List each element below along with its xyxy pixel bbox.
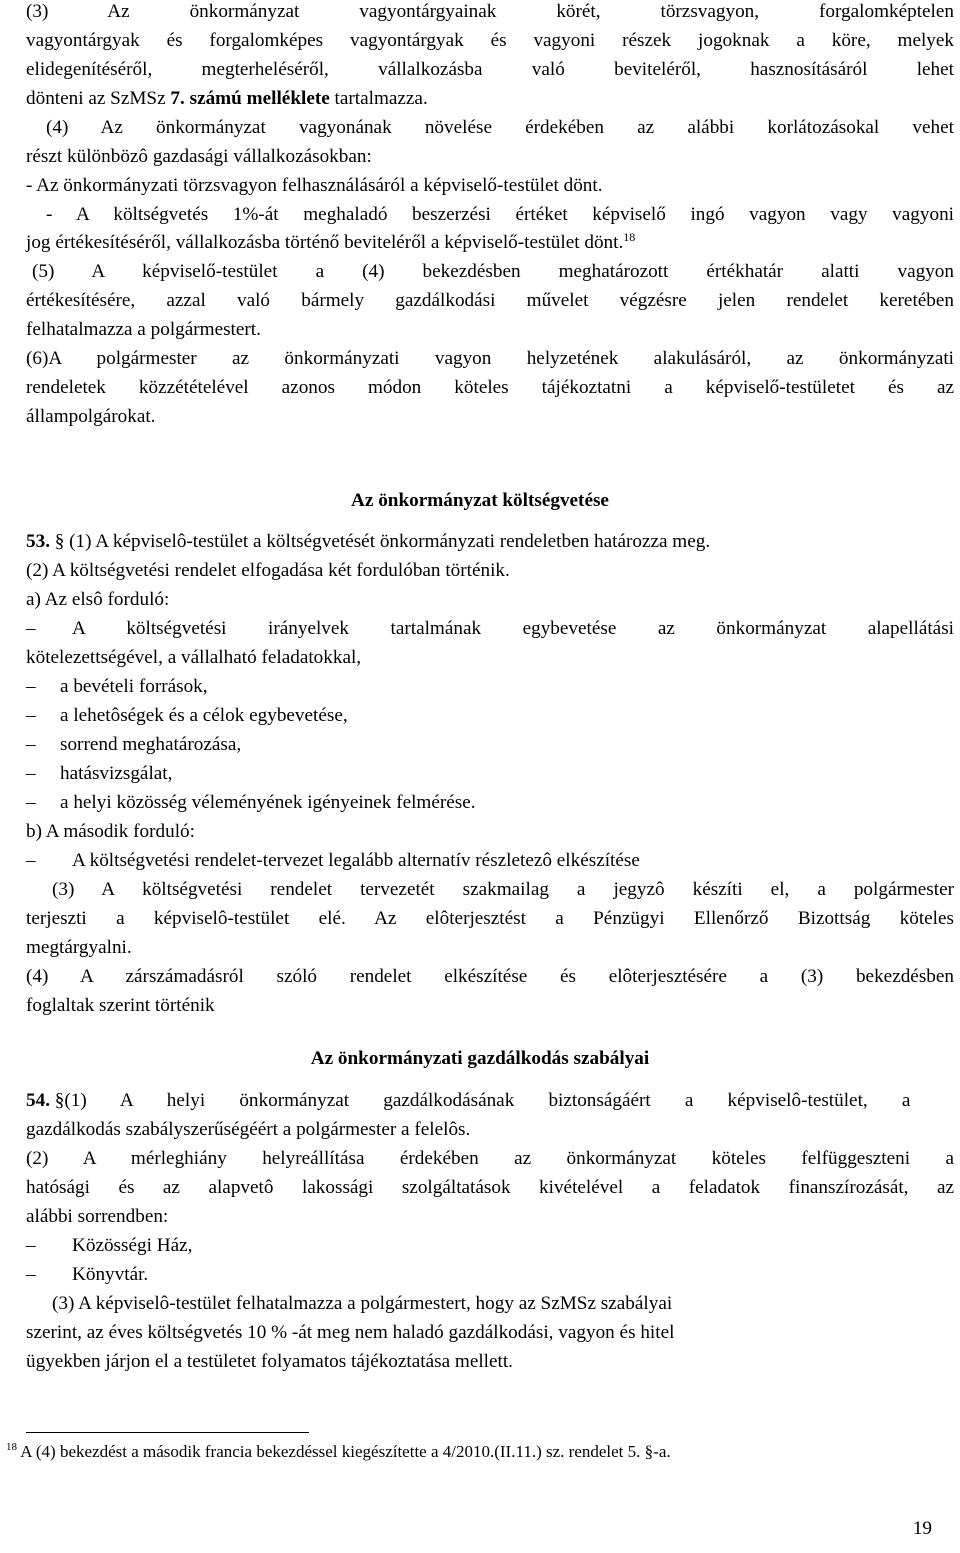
sec54-line-2: gazdálkodás szabályszerűségéért a polgármester a felelôs. xyxy=(26,1119,471,1140)
sec54-text: (1) A helyi önkormányzat gazdálkodásának biztonságáért a képviselô-testület, a xyxy=(64,1090,911,1111)
sec54-para-3-line-2: szerint, az éves költségvetés 10 % -át meg nem haladó gazdálkodási, vagyon és hitel xyxy=(26,1322,675,1343)
footnote xyxy=(6,1440,671,1464)
sec53-item-1-line-1 xyxy=(26,617,954,641)
sec54-item-1 xyxy=(26,1234,954,1258)
dash: – xyxy=(26,1235,36,1256)
sec54-item-1-text: Közösségi Ház, xyxy=(72,1235,193,1256)
section-sign: § xyxy=(54,1090,65,1111)
sec53-second-round: b) A második forduló: xyxy=(26,821,195,842)
sec54-para-3-line-1: (3) A képviselô-testület felhatalmazza a polgármestert, hogy az SzMSz szabályai xyxy=(52,1293,673,1314)
sec53-first-round: a) Az elsô forduló: xyxy=(26,589,170,610)
sec53-item-3 xyxy=(26,704,954,728)
sec53-item-3-text: a lehetôségek és a célok egybevetése, xyxy=(60,705,348,726)
sec53-item-6 xyxy=(26,791,954,815)
para-4-line-2: részt különbözô gazdasági vállalkozásokban: xyxy=(26,146,372,167)
sec54-para-2-line-3: alábbi sorrendben: xyxy=(26,1206,169,1227)
sec53-item-5 xyxy=(26,762,954,786)
footnote-tail: -a. xyxy=(653,1442,671,1461)
dash: – xyxy=(26,705,36,726)
dash: – xyxy=(26,763,36,784)
sec53-item-5-text: hatásvizsgálat, xyxy=(60,763,173,784)
footnote-mark: 18 xyxy=(6,1441,17,1453)
sec53-para-3-line-2: terjeszti a képviselô-testület elé. Az elôterjesztést a Pénzügyi Ellenőrző Bizottság köteles xyxy=(26,908,954,929)
footnote-ref: 18 xyxy=(623,230,636,244)
section-number: 53. xyxy=(26,531,50,552)
dash: – xyxy=(26,676,36,697)
dash: – xyxy=(26,1264,36,1285)
para-3-line-1: (3) Az önkormányzat vagyontárgyainak körét, törzsvagyon, forgalomképtelen xyxy=(26,1,954,22)
sec53-para-3-line-1: (3) A költségvetési rendelet tervezetét szakmailag a jegyzô készíti el, a polgármester xyxy=(52,879,954,900)
footnote-separator xyxy=(26,1432,309,1433)
sec53-para-4-line-1: (4) A zárszámadásról szóló rendelet elkészítése és elôterjesztésére a (3) bekezdésben xyxy=(26,966,954,987)
sec53-para-3-line-3: megtárgyalni. xyxy=(26,937,132,958)
sec53-line-1 xyxy=(26,530,954,554)
section-heading-management: Az önkormányzati gazdálkodás szabályai xyxy=(310,1048,650,1069)
para-6-line-1: (6)A polgármester az önkormányzati vagyon helyzetének alakulásáról, az önkormányzati xyxy=(26,348,954,369)
sec54-para-2-line-2: hatósági és az alapvetô lakossági szolgáltatások kivételével a feladatok finanszírozását, az xyxy=(26,1177,954,1198)
para-5-line-3: felhatalmazza a polgármestert. xyxy=(26,319,261,340)
dash: – xyxy=(26,850,36,871)
sec53-item-2 xyxy=(26,675,954,699)
sec54-item-2 xyxy=(26,1263,954,1287)
annex-reference: 7. számú melléklete xyxy=(170,88,330,109)
dash: – xyxy=(26,734,36,755)
dash: – xyxy=(26,618,36,639)
para-4-bullet-2-line-2 xyxy=(26,231,954,255)
sec53-second-round-text: A költségvetési rendelet-tervezet legalább alternatív részletezô elkészítése xyxy=(72,850,640,871)
sec53-item-2-text: a bevételi források, xyxy=(60,676,208,697)
section-sign: § xyxy=(54,531,65,552)
sec54-para-2-line-1: (2) A mérleghiány helyreállítása érdekében az önkormányzat köteles felfüggeszteni a xyxy=(26,1148,954,1169)
sec53-item-4-text: sorrend meghatározása, xyxy=(60,734,242,755)
sec53-second-round-item xyxy=(26,849,954,873)
para-5-line-2: értékesítésére, azzal való bármely gazdálkodási művelet végzésre jelen rendelet keretében xyxy=(26,290,954,311)
para-5-line-1: (5) A képviselő-testület a (4) bekezdésben meghatározott értékhatár alatti vagyon xyxy=(32,261,954,282)
sec53-item-4 xyxy=(26,733,954,757)
section-heading-budget: Az önkormányzat költségvetése xyxy=(351,490,609,511)
para-6-line-3: állampolgárokat. xyxy=(26,406,156,427)
para-4-bullet-2-text: jog értékesítéséről, vállalkozásba történő beviteléről a képviselő-testület dönt. xyxy=(26,232,624,253)
para-4-bullet-2-line-1: - A költségvetés 1%-át meghaladó beszerzési értéket képviselő ingó vagyon vagy vagyoni xyxy=(46,204,954,225)
page-number: 19 xyxy=(912,1518,932,1539)
footnote-section-sign: § xyxy=(644,1442,654,1461)
para-3-line-3: elidegenítéséről, megterheléséről, vállalkozásba való beviteléről, hasznosításáról lehet xyxy=(26,59,954,80)
sec53-item-6-text: a helyi közösség véleményének igényeinek felmérése. xyxy=(60,792,476,813)
sec53-line-2: (2) A költségvetési rendelet elfogadása két fordulóban történik. xyxy=(26,560,510,581)
sec53-item-1-text: A költségvetési irányelvek tartalmának egybevetése az önkormányzat alapellátási xyxy=(72,618,954,639)
sec53-para-4-line-2: foglaltak szerint történik xyxy=(26,995,215,1016)
para-4-bullet-1: - Az önkormányzati törzsvagyon felhasználásáról a képviselő-testület dönt. xyxy=(26,175,603,196)
dash: – xyxy=(26,792,36,813)
sec54-para-3-line-3: ügyekben járjon el a testületet folyamatos tájékoztatása mellett. xyxy=(26,1351,513,1372)
sec54-line-1 xyxy=(26,1089,954,1113)
sec53-text: (1) A képviselô-testület a költségvetését önkormányzati rendeletben határozza meg. xyxy=(64,531,711,552)
sec54-item-2-text: Könyvtár. xyxy=(72,1264,149,1285)
section-number: 54. xyxy=(26,1090,50,1111)
para-3-line-4 xyxy=(26,87,954,111)
para-3-text: dönteni az SzMSz xyxy=(26,88,171,109)
footnote-text: A (4) bekezdést a második francia bekezdéssel kiegészítette a 4/2010.(II.11.) sz. rendelet 5. xyxy=(17,1442,645,1461)
para-4-line-1: (4) Az önkormányzat vagyonának növelése érdekében az alábbi korlátozásokal vehet xyxy=(46,117,954,138)
para-3-text-end: tartalmazza. xyxy=(329,88,428,109)
para-3-line-2: vagyontárgyak és forgalomképes vagyontárgyak és vagyoni részek jogoknak a köre, melyek xyxy=(26,30,954,51)
sec53-item-1-line-2: kötelezettségével, a vállalható feladatokkal, xyxy=(26,647,362,668)
para-6-line-2: rendeletek közzétételével azonos módon köteles tájékoztatni a képviselő-testületet és az xyxy=(26,377,954,398)
